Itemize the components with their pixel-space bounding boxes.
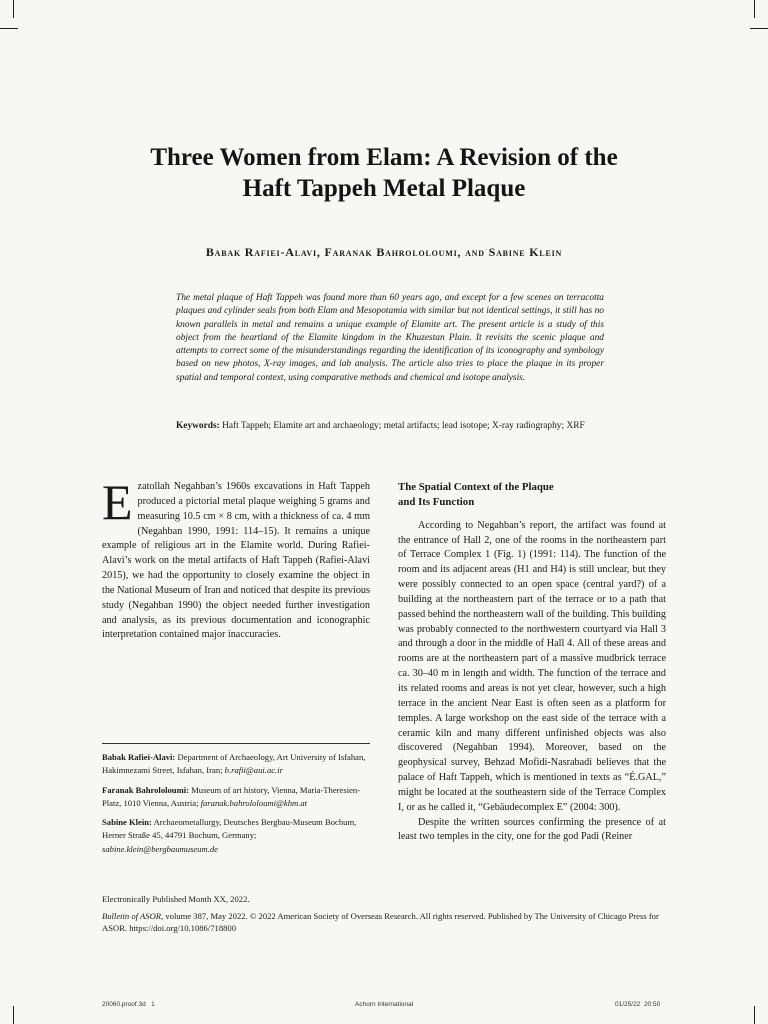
- abstract: The metal plaque of Haft Tappeh was found more than 60 years ago, and except for a few scenes on terracotta plaques and cylinder seals from both Elam and Mesopotamia with similar but not identical settings, it still has no known parallels in metal and remains a unique example of Elamite art. The present article is a study of this object from the heartland of the Elamite kingdom in the Khuzestan Plain. It revisits the scenic plaque and attempts to correct some of the misunderstandings regarding the identification of its iconography and symbology based on new photos, X-ray images, and lab analysis. The article also tries to place the plaque in its proper spatial and temporal context, using comparative methods and chemical and isotope analysis.: [176, 293, 604, 383]
- affiliation: [102, 784, 370, 811]
- title-line-1: Three Women from Elam: A Revision of the: [150, 144, 618, 171]
- crop-mark: [754, 1006, 755, 1024]
- affiliation: [102, 816, 370, 856]
- body-paragraph: Despite the written sources confirming the presence of at least two temples in the city, one for the god Padi (Reiner: [398, 816, 666, 843]
- proof-page-number: 1: [151, 1001, 155, 1008]
- body-paragraph: According to Negahban’s report, the artifact was found at the entrance of Hall 2, one of the rooms in the northeastern part of Terrace Complex 1 (Fig. 1) (1991: 114). The function of the room and its adjacent areas (H1 and H4) is still unclear, but they were possibly connected to an open space (central yard?) of a building at the northeastern part of the terrace or to a path that passed behind the northeastern wall of the building. This building was probably connected to the northwestern courtyard via Hall 3 and through a door in the middle of Hall 4. All of these areas and rooms are at the northeastern part of a massive mudbrick terrace ca. 30–40 m in length and width. The function of the terrace and its related rooms and areas is not yet clear, however, such a high terrace in the ancient Near East is often seen as a platform for temples. A large workshop on the east side of the terrace with a ceramic kiln and many different unfinished objects was also discovered (Negahban 1994). Moreover, based on the geophysical survey, Behzad Mofidi-Nasrabadi believes that the palace of Haft Tappeh, which is mentioned in texts as “É.GAL,” might be located at the southeastern side of the Terrace Complex I, or as he called it, “Gebäudecomplex E” (2004: 300).: [398, 519, 666, 813]
- affiliation-name: Babak Rafiei-Alavi:: [102, 752, 176, 762]
- journal-citation: [102, 911, 666, 934]
- drop-cap: E: [102, 474, 133, 530]
- author-list: Babak Rafiei-Alavi, Faranak Bahrololoumi, and Sabine Klein: [205, 245, 563, 259]
- left-column: [102, 474, 370, 643]
- proof-timestamp: [615, 1001, 660, 1008]
- section-heading: [398, 480, 666, 510]
- typesetter-name: Achorn International: [355, 1001, 414, 1008]
- affiliation-email[interactable]: sabine.klein@bergbaumuseum.de: [102, 843, 218, 854]
- citation-text: , volume 387, May 2022. © 2022 American Society of Overseas Research. All rights reserved. Published by The University of Chicago Press for ASOR. https://doi.org/10.1086/718800: [102, 911, 659, 933]
- journal-name: Bulletin of ASOR: [102, 911, 162, 921]
- affiliation: [102, 751, 370, 778]
- proof-date: 01/25/22: [615, 1001, 641, 1008]
- affiliation-email[interactable]: faranak.bahrololoumi@khm.at: [200, 797, 308, 808]
- proof-file-label: [102, 1001, 155, 1008]
- affiliation-text: Archaeometallurgy, Deutsches Bergbau-Museum Bochum, Herner Straße 45, 44791 Bochum, Germany;: [102, 817, 357, 841]
- proof-file-name: 20060.proof.3d: [102, 1001, 146, 1008]
- affiliation-name: Faranak Bahrololoumi:: [102, 784, 189, 795]
- article-title: [80, 142, 688, 204]
- affiliation-email[interactable]: b.rafii@aui.ac.ir: [224, 765, 283, 776]
- author-affiliations: [102, 751, 370, 862]
- section-heading-line-2: and Its Function: [398, 495, 475, 508]
- crop-mark: [754, 0, 755, 18]
- crop-mark: [0, 28, 18, 29]
- crop-mark: [13, 0, 14, 18]
- electronic-publication-note: Electronically Published Month XX, 2022.: [102, 894, 250, 904]
- affiliation-name: Sabine Klein:: [102, 817, 152, 828]
- affiliation-text: Museum of art history, Vienna, Maria-Theresien-Platz, 1010 Vienna, Austria;: [102, 784, 361, 808]
- section-heading-line-1: The Spatial Context of the Plaque: [398, 481, 554, 493]
- crop-mark: [13, 1006, 14, 1024]
- intro-text: zatollah Negahban’s 1960s excavations in Haft Tappeh produced a pictorial metal plaque weighing 5 grams and measuring 10.5 cm × 8 cm, with a thickness of ca. 4 mm (Negahban 1990, 1991: 114–15). It remains a unique example of religious art in the Elamite world. During Rafiei-Alavi’s work on the metal artifacts of Haft Tappeh (Rafiei-Alavi 2015), we had the opportunity to closely examine the object in the National Museum of Iran and noticed that despite its previous study (Negahban 1990) the object needed further investigation and analysis, as its previous documentation and iconographic interpretation contained major inaccuracies.: [102, 481, 370, 641]
- keywords-list: Haft Tappeh; Elamite art and archaeology; metal artifacts; lead isotope; X-ray radiography; XRF: [219, 421, 585, 431]
- title-line-2: Haft Tappeh Metal Plaque: [242, 175, 526, 202]
- footnote-rule: [102, 743, 370, 744]
- keywords-label: Keywords:: [176, 421, 220, 431]
- affiliation-text: Department of Archaeology, Art University of Isfahan, Hakimnezami Street, Isfahan, Iran;: [102, 752, 366, 776]
- crop-mark: [750, 28, 768, 29]
- right-column: [398, 480, 666, 845]
- intro-paragraph: [102, 474, 370, 643]
- proof-time: 20:50: [643, 1001, 661, 1008]
- keywords: [176, 420, 604, 433]
